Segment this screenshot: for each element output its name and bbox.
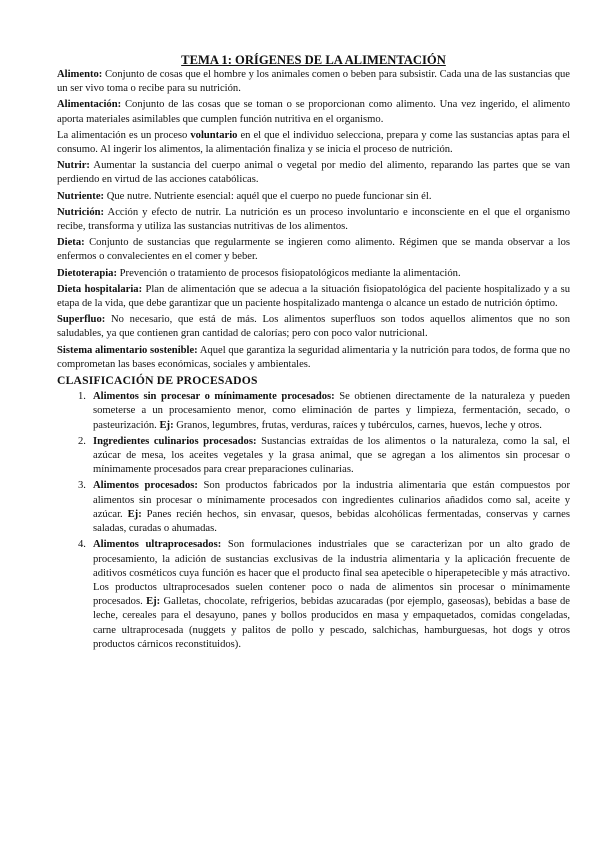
list-text: Sustancias extraídas de los alimentos o la naturaleza, como la sal, el azúcar de mesa, los aceites vegetales y la grasa animal, que se agregan a los alimentos sin procesar o mínimamente procesados para crear preparaciones culinarias. [93,435,570,476]
definition-text: Prevención o tratamiento de procesos fisiopatológicos mediante la alimentación. [117,267,461,279]
definition-term: Nutrición: [57,206,105,218]
list-item [57,538,570,652]
definition-text: Plan de alimentación que se adecua a la situación fisiopatológica del paciente hospitalizado y a su etapa de la vida, que debe garantizar que un paciente hospitalizado mantenga o alcance un estado de nutrición óptimo. [57,283,570,310]
example-text: Panes recién hechos, sin envasar, quesos, bebidas alcohólicas fermentadas, conservas y carnes saladas, curadas o ahumadas. [93,508,570,535]
definition-dieta [57,236,570,264]
definition-bold-word: voluntario [190,129,238,141]
list-text: Se obtienen directamente de la naturaleza y pueden someterse a un procesamiento menor, como eliminación de partes y limpieza, fermentación, secado, o pasteurización. [93,391,570,431]
example-label: Ej: [146,596,161,608]
list-item [57,390,570,433]
definition-term: Nutrir: [57,160,90,172]
definition-superfluo [57,313,570,341]
definition-text: Que nutre. Nutriente esencial: aquél que el cuerpo no puede funcionar sin él. [104,190,432,202]
definition-text: Conjunto de sustancias que regularmente se ingieren como alimento. Régimen que se manda observar a los enfermos o convalecientes en el comer y beber. [57,237,570,263]
example-text: Granos, legumbres, frutas, verduras, raíces y tubérculos, carnes, huevos, leche y otros. [173,419,542,431]
list-text: Son productos fabricados por la industria alimentaria que están compuestos por alimentos sin procesar o mínimamente procesados con ingredientes culinarios añadidos como sal, aceite y azúcar. [93,480,570,520]
list-number: 2. [78,435,86,447]
list-term: Alimentos procesados: [93,480,198,492]
list-text: Son formulaciones industriales que se caracterizan por un alto grado de procesamiento, la adición de sustancias exclusivas de la industria alimentaria y la aplicación frecuente de aditivos cosméticos cuya función es hacer que el producto final sea apetecible o hiperapetecible y más atractivo. Los productos ultraprocesados suelen contener poco o nada de alimentos sin procesar o mínimamente procesados. [93,539,570,608]
list-item [57,435,570,478]
list-number: 3. [78,480,86,492]
definition-alimentacion [57,98,570,126]
definition-alimentacion-continued [57,129,570,157]
list-term: Alimentos ultraprocesados: [93,539,222,551]
list-item [57,479,570,536]
definition-sistema-alimentario [57,344,570,372]
definition-alimento [57,68,570,96]
definition-term: Nutriente: [57,190,105,202]
definition-dietoterapia [57,267,570,281]
definition-text: Conjunto de cosas que el hombre y los animales comen o beben para subsistir. Cada una de las sustancias que un ser vivo toma o recibe para su nutrición. [57,69,570,95]
definition-term: Dieta hospitalaria: [57,283,143,295]
definition-term: Dieta: [57,237,85,249]
example-label: Ej: [127,508,142,520]
definition-text: La alimentación es un proceso [57,129,191,141]
definition-term: Alimentación: [57,99,122,111]
list-term: Ingredientes culinarios procesados: [93,435,257,447]
list-term: Alimentos sin procesar o mínimamente procesados: [93,391,335,403]
definition-text: Aquel que garantiza la seguridad alimentaria y la nutrición para todos, de forma que no comprometan las bases económicas, sociales y ambientales. [57,344,570,370]
definition-nutriente [57,190,570,204]
definition-term: Alimento: [57,69,103,80]
list-number: 1. [78,391,86,403]
page-title: TEMA 1: ORÍGENES DE LA ALIMENTACIÓN [181,53,446,67]
example-text: Galletas, chocolate, refrigerios, bebidas azucaradas (por ejemplo, gaseosas), bebidas a base de leche, cereales para el desayuno, panes y bollos producidos en masa y empaquetados, comidas congeladas, carne ultraprocesada (nuggets y palitos de pollo y pescado, salchichas, hamburguesas, hot dogs y otros productos cárnicos reconstituidos). [93,596,570,650]
definition-nutrir [57,159,570,187]
list-number: 4. [78,539,86,551]
definition-text: No necesario, que está de más. Los alimentos superfluos son todos aquellos alimentos que no son saludables, ya que contienen gran cantidad de calorías; pero con poco valor nutricional. [57,314,570,340]
definition-text: Acción y efecto de nutrir. La nutrición es un proceso involuntario e inconsciente en el que el organismo recibe, transforma y utiliza las sustancias nutritivas de los alimentos. [57,206,570,233]
section-heading: CLASIFICACIÓN DE PROCESADOS [57,374,258,388]
definition-text: Conjunto de las cosas que se toman o se proporcionan como alimento. Una vez ingerido, el alimento aporta materiales asimilables que cumplen función nutritiva en el organismo. [57,99,570,125]
definition-text: en el que el individuo selecciona, prepara y come las sustancias aptas para el consumo. Al ingerir los alimentos, la alimentación finaliza y se inicia el proceso de nutrición. [57,129,570,156]
definition-text: Aumentar la sustancia del cuerpo animal o vegetal por medio del alimento, reparando las partes que se van perdiendo en virtud de las acciones catabólicas. [57,160,570,186]
definition-term: Sistema alimentario sostenible: [57,344,198,356]
definition-dieta-hospitalaria [57,283,570,311]
definition-term: Dietoterapia: [57,267,118,279]
classification-list [57,390,570,652]
definition-nutricion [57,206,570,234]
definition-term: Superfluo: [57,314,106,326]
example-label: Ej: [159,419,174,431]
